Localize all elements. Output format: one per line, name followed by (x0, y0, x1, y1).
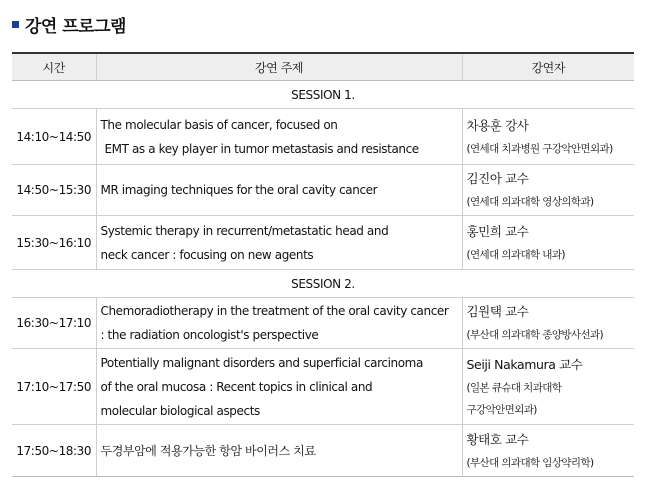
speaker-cell (462, 298, 634, 349)
topic-cell (96, 165, 462, 216)
speaker-affiliation: (연세대 의과대학 내과) (466, 248, 565, 261)
topic-line: of the oral mucosa : Recent topics in clinical and (100, 379, 373, 394)
topic-line: Systemic therapy in recurrent/metastatic head and (100, 223, 389, 238)
time-cell: 15:30~16:10 (12, 216, 96, 270)
speaker-name: 황태호 교수 (466, 431, 529, 447)
topic-line: 두경부암에 적용가능한 항암 바이러스 치료 (100, 443, 316, 458)
session-row (12, 270, 634, 298)
table-row (12, 216, 634, 270)
header-speaker: 강연자 (462, 53, 634, 81)
table-row (12, 109, 634, 165)
speaker-affiliation: (연세대 치과병원 구강악안면외과) (466, 142, 613, 155)
topic-line: molecular biological aspects (100, 403, 260, 418)
speaker-affiliation: (부산대 의과대학 임상약리학) (466, 456, 594, 469)
header-time: 시간 (12, 53, 96, 81)
topic-line: : the radiation oncologist's perspective (100, 328, 319, 342)
topic-line: Chemoradiotherapy in the treatment of the oral cavity cancer (100, 304, 449, 318)
time-cell: 14:10~14:50 (12, 109, 96, 165)
time-cell: 14:50~15:30 (12, 165, 96, 216)
time-cell: 17:10~17:50 (12, 349, 96, 425)
speaker-name: 김진아 교수 (466, 171, 529, 186)
speaker-cell (462, 109, 634, 165)
session-label: SESSION 1. (12, 81, 634, 109)
table-header-row (12, 53, 634, 81)
speaker-cell (462, 425, 634, 477)
topic-line: Potentially malignant disorders and superficial carcinoma (100, 355, 423, 370)
speaker-name: Seiji Nakamura 교수 (466, 356, 583, 372)
speaker-cell (462, 165, 634, 216)
header-topic: 강연 주제 (96, 53, 462, 81)
table-row (12, 165, 634, 216)
topic-line: The molecular basis of cancer, focused on (100, 117, 338, 132)
speaker-cell (462, 349, 634, 425)
topic-line: MR imaging techniques for the oral cavity cancer (100, 183, 378, 197)
table-row (12, 349, 634, 425)
session-row (12, 81, 634, 109)
topic-cell (96, 425, 462, 477)
table-row (12, 298, 634, 349)
table-row (12, 425, 634, 477)
topic-cell (96, 298, 462, 349)
time-cell: 16:30~17:10 (12, 298, 96, 349)
topic-line: neck cancer : focusing on new agents (100, 247, 314, 262)
speaker-affiliation: (연세대 의과대학 영상의학과) (466, 196, 594, 208)
session-label: SESSION 2. (12, 270, 634, 298)
speaker-name: 차용훈 강사 (466, 117, 529, 133)
speaker-affiliation: (일본 큐슈대 치과대학 (466, 381, 562, 394)
topic-cell (96, 349, 462, 425)
time-cell: 17:50~18:30 (12, 425, 96, 477)
speaker-cell (462, 216, 634, 270)
program-table (12, 52, 634, 477)
page-title: 강연 프로그램 (25, 17, 126, 37)
topic-line: EMT as a key player in tumor metastasis and resistance (104, 141, 419, 156)
speaker-name: 김원택 교수 (466, 304, 529, 319)
speaker-affiliation: (부산대 의과대학 종양방사선과) (466, 329, 604, 341)
page-heading (12, 12, 126, 37)
topic-cell (96, 109, 462, 165)
speaker-affiliation: 구강악안면외과) (466, 403, 537, 416)
square-bullet-icon (12, 21, 19, 28)
topic-cell (96, 216, 462, 270)
speaker-name: 홍민희 교수 (466, 223, 529, 239)
